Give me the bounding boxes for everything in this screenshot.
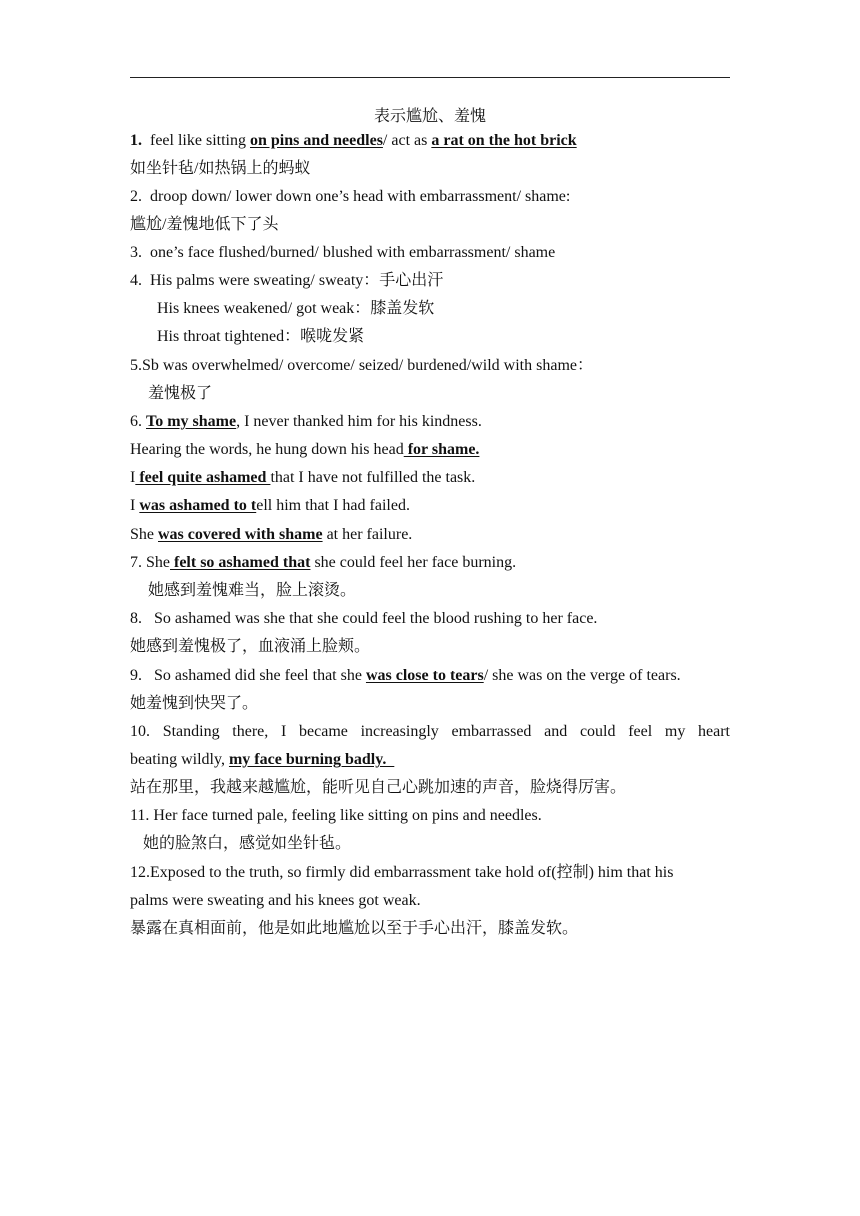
text-line — [130, 690, 730, 718]
text-segment: His knees weakened/ got weak：膝盖发软 — [157, 300, 435, 317]
text-line — [130, 464, 730, 492]
text-line — [130, 492, 730, 520]
text-segment: 如坐针毡/如热锅上的蚂蚁 — [130, 160, 311, 177]
text-line — [130, 633, 730, 661]
text-segment: ell him that I had failed. — [256, 497, 410, 514]
key-phrase: on pins and needles — [249, 132, 383, 149]
text-segment: I — [130, 497, 140, 514]
text-segment: 暴露在真相面前，他是如此地尴尬以至于手心出汗，膝盖发软。 — [130, 920, 579, 937]
text-segment: beating wildly, — [130, 751, 229, 768]
text-line — [130, 155, 730, 183]
key-phrase: was close to tears — [365, 667, 484, 684]
text-segment: 她的脸煞白，感觉如坐针毡。 — [143, 835, 352, 852]
text-segment: feel like sitting — [142, 132, 250, 149]
item-number: 1. — [130, 132, 142, 149]
text-segment: 11. Her face turned pale, feeling like sitting on pins and needles. — [130, 807, 542, 824]
text-segment: 8. So ashamed was she that she could feel the blood rushing to her face. — [130, 610, 598, 627]
text-line — [130, 718, 730, 746]
text-segment: She — [130, 526, 158, 543]
text-line — [130, 662, 730, 690]
text-line — [130, 183, 730, 211]
text-line — [130, 859, 730, 887]
text-segment: Hearing the words, he hung down his head — [130, 441, 404, 458]
text-segment: 10. Standing there, I became increasingly embarrassed and could feel my heart — [130, 723, 730, 740]
text-segment: 尴尬/羞愧地低下了头 — [130, 216, 279, 233]
text-line — [130, 915, 730, 943]
text-line — [130, 887, 730, 915]
text-segment: / she was on the verge of tears. — [483, 667, 681, 684]
key-phrase: was ashamed to t — [139, 497, 257, 514]
text-segment: 6. — [130, 413, 146, 430]
text-segment: / act as — [382, 132, 432, 149]
text-line — [157, 323, 757, 351]
text-segment: I — [130, 469, 136, 486]
key-phrase: was covered with shame — [158, 526, 323, 543]
text-line — [130, 549, 730, 577]
text-segment: 她感到羞愧极了，血液涌上脸颊。 — [130, 638, 371, 655]
text-segment: at her failure. — [322, 526, 413, 543]
key-phrase: a rat on the hot brick — [431, 132, 577, 149]
text-segment: she could feel her face burning. — [310, 554, 517, 571]
text-segment: 2. droop down/ lower down one’s head with embarrassment/ shame: — [130, 188, 571, 205]
text-line — [130, 521, 730, 549]
text-line — [130, 802, 730, 830]
text-line — [130, 774, 730, 802]
text-segment: 她感到羞愧难当，脸上滚烫。 — [148, 582, 357, 599]
text-line — [130, 746, 730, 774]
text-line — [130, 127, 730, 155]
text-segment: , I never thanked him for his kindness. — [236, 413, 482, 430]
text-line — [157, 295, 757, 323]
header-rule — [130, 77, 730, 78]
text-segment: palms were sweating and his knees got weak. — [130, 892, 421, 909]
text-line — [130, 211, 730, 239]
text-line — [148, 380, 748, 408]
text-segment: 3. one’s face flushed/burned/ blushed with embarrassment/ shame — [130, 244, 556, 261]
text-line — [130, 239, 730, 267]
text-segment: that I have not fulfilled the task. — [270, 469, 476, 486]
text-line — [130, 352, 730, 380]
text-line — [130, 436, 730, 464]
key-phrase: for shame. — [403, 441, 480, 458]
key-phrase: my face burning badly. — [228, 751, 395, 768]
text-segment: 站在那里，我越来越尴尬，能听见自己心跳加速的声音，脸烧得厉害。 — [130, 779, 627, 796]
key-phrase: To my shame — [146, 413, 237, 430]
page-title: 表示尴尬、羞愧 — [373, 108, 486, 125]
text-segment: 4. His palms were sweating/ sweaty：手心出汗 — [130, 272, 444, 289]
text-line — [130, 605, 730, 633]
text-segment: His throat tightened：喉咙发紧 — [157, 328, 365, 345]
text-segment: 9. So ashamed did she feel that she — [130, 667, 366, 684]
key-phrase: feel quite ashamed — [135, 469, 271, 486]
text-line — [130, 267, 730, 295]
key-phrase: felt so ashamed that — [170, 554, 311, 571]
text-segment: 12.Exposed to the truth, so firmly did embarrassment take hold of(控制) him that his — [130, 864, 674, 881]
text-line — [143, 830, 743, 858]
text-segment: 羞愧极了 — [148, 385, 213, 402]
text-segment: 7. She — [130, 554, 170, 571]
text-segment: 她羞愧到快哭了。 — [130, 695, 259, 712]
text-line — [148, 577, 748, 605]
text-segment: 5.Sb was overwhelmed/ overcome/ seized/ burdened/wild with shame： — [130, 357, 593, 374]
text-line — [130, 408, 730, 436]
